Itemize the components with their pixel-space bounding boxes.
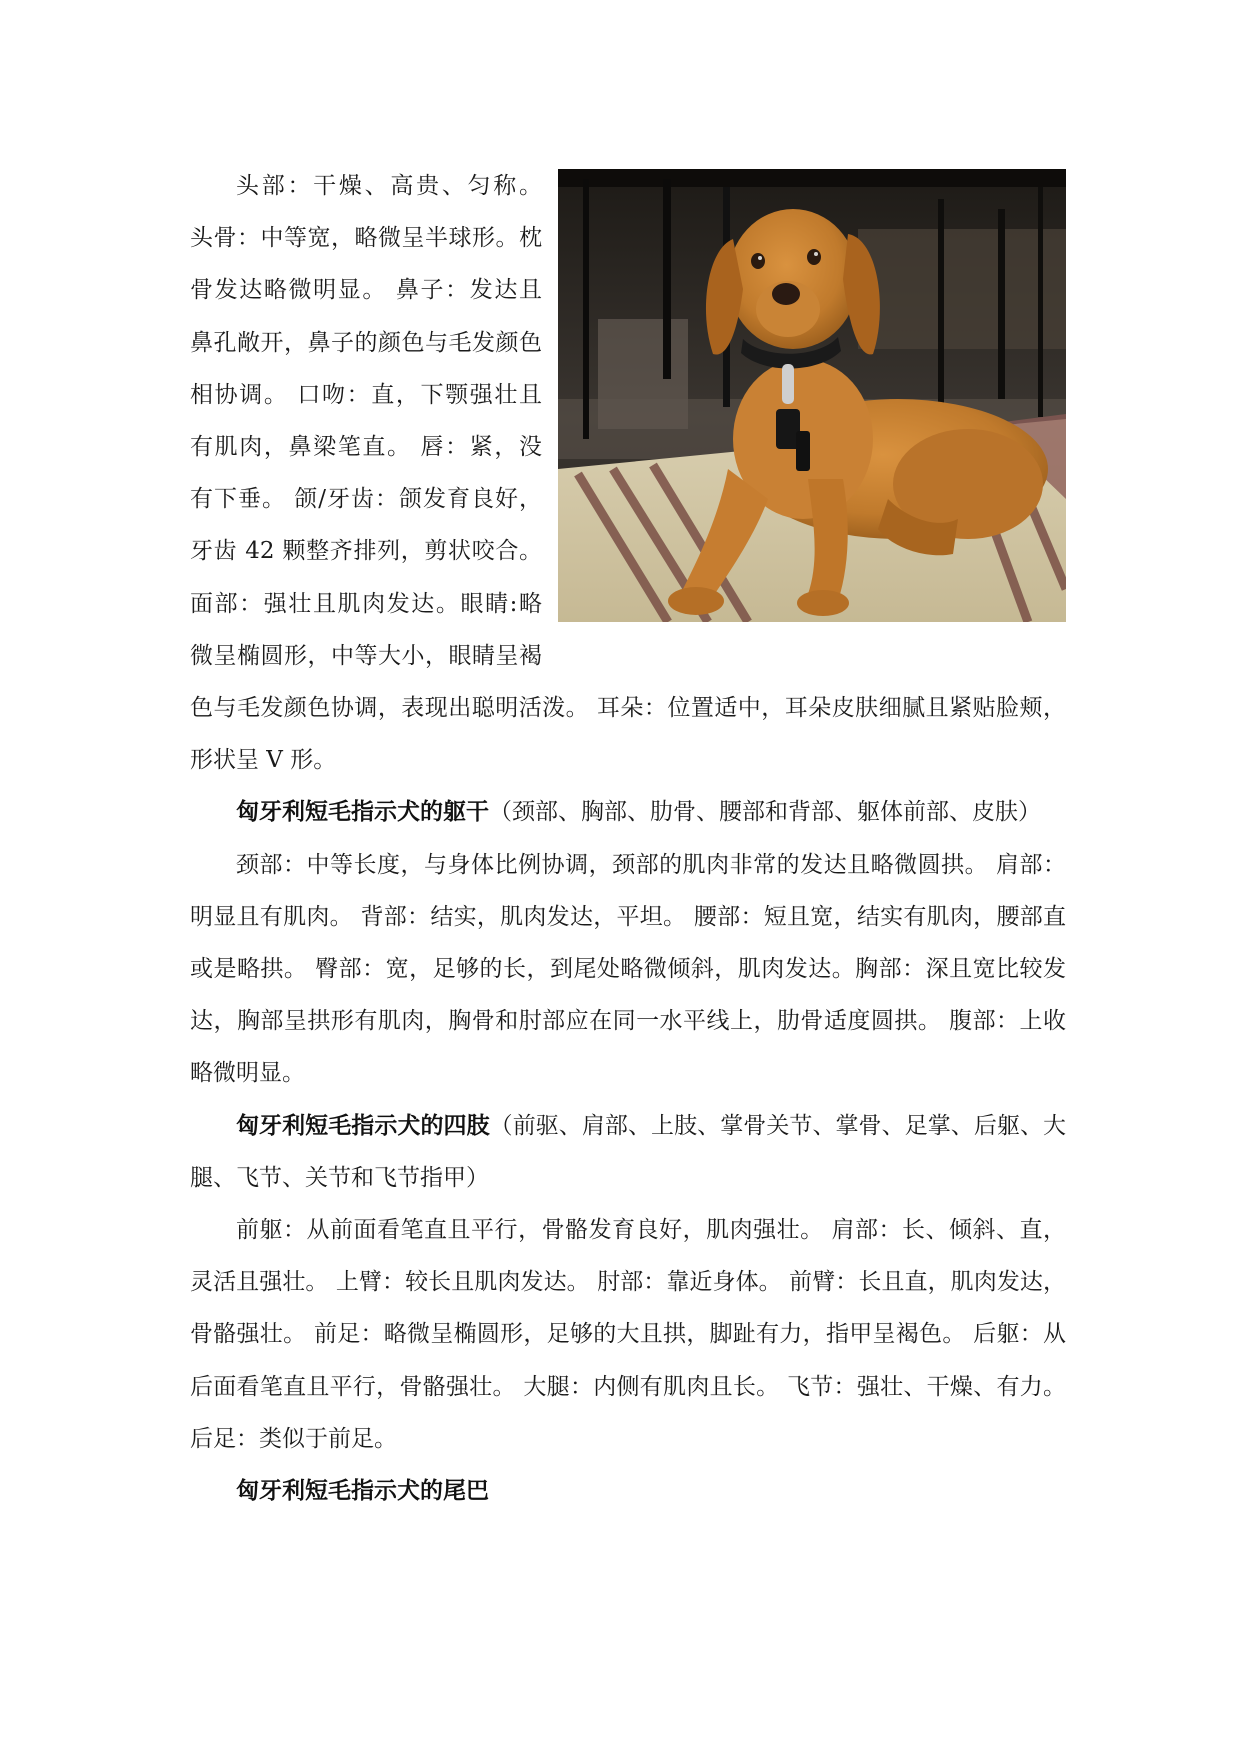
torso-paragraph [190,786,1066,838]
limbs-description: 前躯：从前面看笔直且平行，骨骼发育良好，肌肉强壮。 肩部：长、倾斜、直，灵活且强壮。 上臂：较长且肌肉发达。 肘部：靠近身体。 前臂：长且直，肌肉发达，骨骼强壮。 前足：略微呈椭圆形，足够的大且拱，脚趾有力，指甲呈褐色。 后躯：从后面看笔直且平行，骨骼强壮。 大腿：内侧有肌肉且长。 飞节：强壮、干燥、有力。 后足：类似于前足。 [190,1217,1066,1452]
tail-paragraph [190,1465,1066,1517]
torso-description: 颈部：中等长度，与身体比例协调，颈部的肌肉非常的发达且略微圆拱。 肩部：明显且有肌肉。 背部：结实，肌肉发达，平坦。 腰部：短且宽，结实有肌肉，腰部直或是略拱。 臀部：宽，足够的长，到尾处略微倾斜，肌肉发达。胸部：深且宽比较发达，胸部呈拱形有肌肉，胸骨和肘部应在同一水平线上，肋骨适度圆拱。 腹部：上收略微明显。 [190,851,1066,1087]
limbs-heading: 匈牙利短毛指示犬的四肢 [236,1111,490,1139]
limbs-paragraph [190,1100,1066,1204]
limbs-subtitle: （前驱、肩部、上肢、掌骨关节、掌骨、足掌、后躯、大腿、飞节、关节和飞节指甲） [190,1112,1067,1191]
head-description: 头部：干燥、高贵、匀称。 头骨：中等宽，略微呈半球形。枕骨发达略微明显。 鼻子：发达且鼻孔敞开，鼻子的颜色与毛发颜色相协调。 口吻：直，下颚强壮且有肌肉，鼻梁笔直。 唇：紧，没有下垂。 颌/牙齿：颌发育良好，牙齿 42 颗整齐排列，剪状咬合。面部：强壮且肌肉发达。眼睛:略微呈椭圆形，中等大小，眼睛呈褐色与毛发颜色协调，表现出聪明活泼。 耳朵：位置适中，耳朵皮肤细腻且紧贴脸颊，形状呈 V 形。 [190,173,1066,774]
tail-heading: 匈牙利短毛指示犬的尾巴 [236,1477,489,1505]
torso-heading: 匈牙利短毛指示犬的躯干 [236,798,489,826]
document-body [190,160,1066,1517]
dog-photo [558,169,1066,622]
torso-subtitle: （颈部、胸部、肋骨、腰部和背部、躯体前部、皮肤） [489,799,1041,826]
